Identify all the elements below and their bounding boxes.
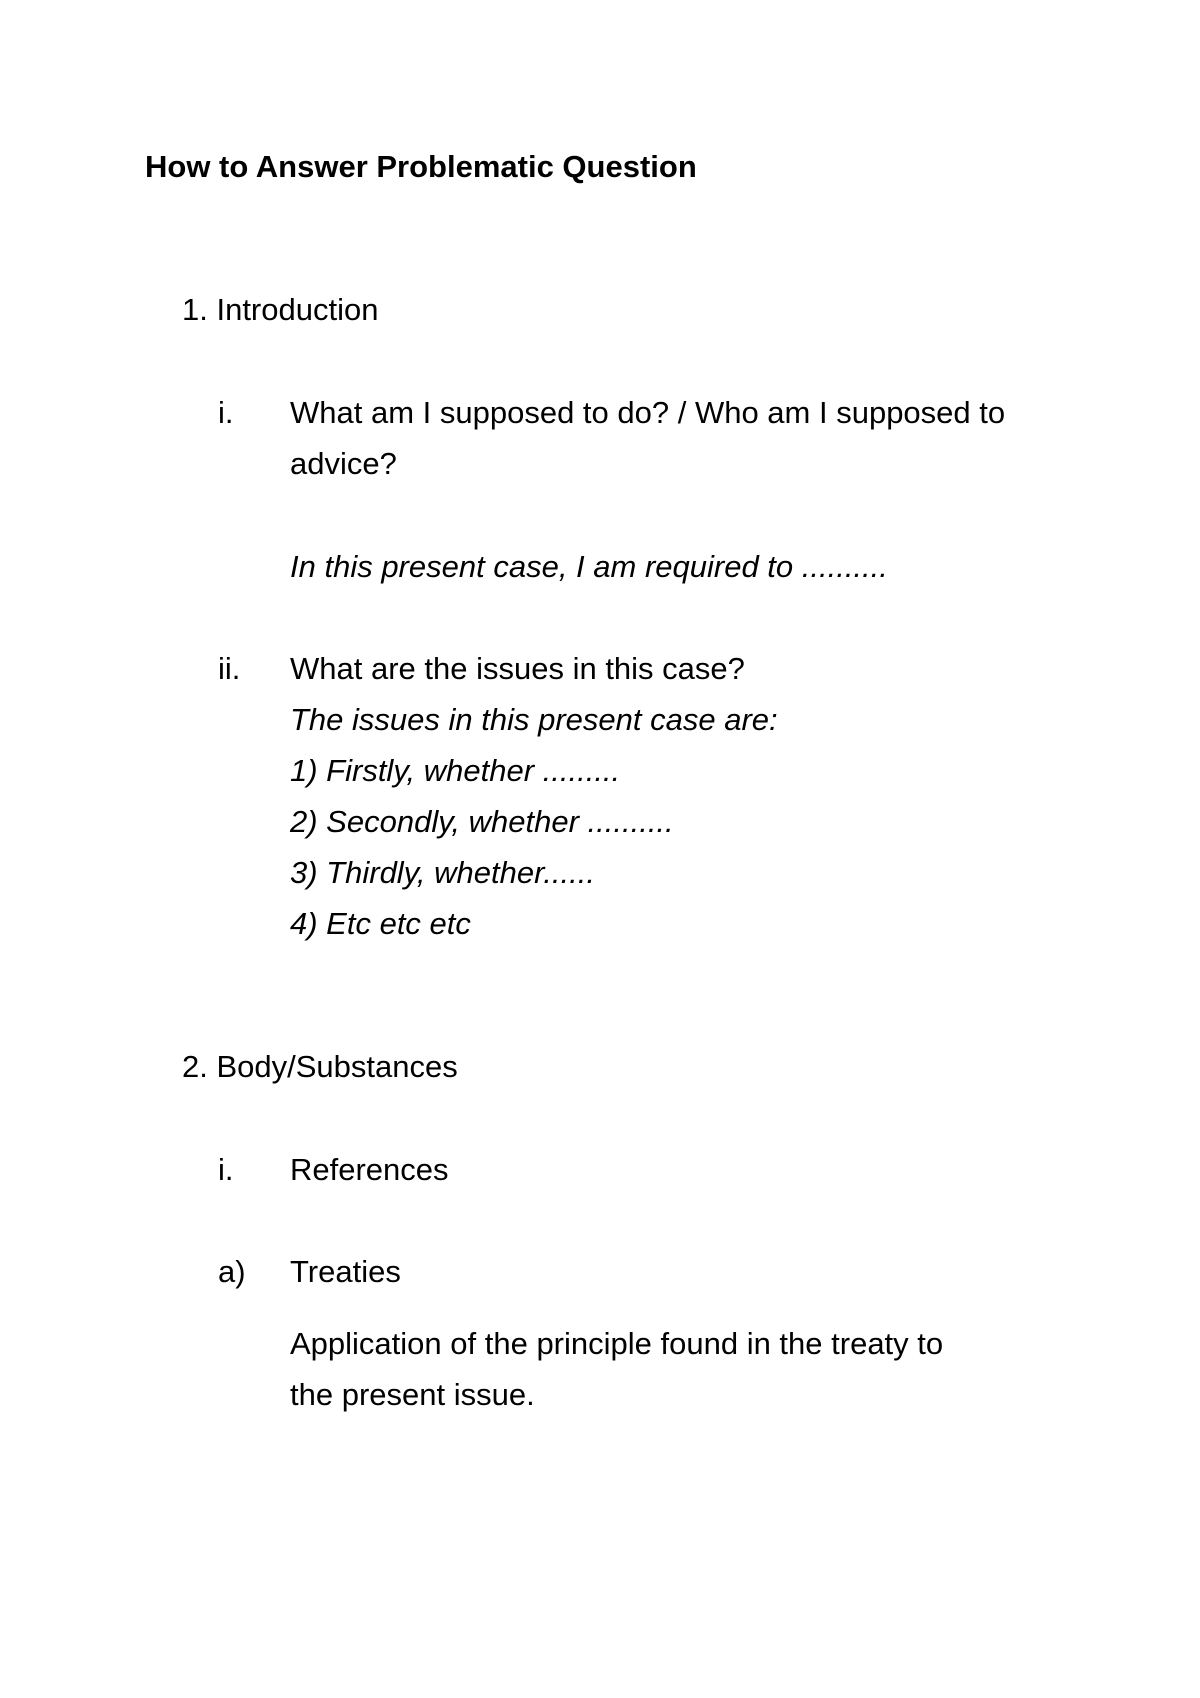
issue-item: 4) Etc etc etc [290, 906, 471, 941]
list-marker: i. [218, 395, 234, 430]
answer-intro: The issues in this present case are: [290, 702, 778, 737]
issue-item: 2) Secondly, whether .......... [290, 804, 674, 839]
issue-item: 3) Thirdly, whether...... [290, 855, 595, 890]
list-marker: ii. [218, 651, 241, 686]
question-line: What am I supposed to do? / Who am I supposed to [290, 395, 1006, 430]
section-heading-introduction: 1. Introduction [182, 292, 379, 327]
question-line: What are the issues in this case? [290, 651, 745, 686]
issue-item: 1) Firstly, whether ......... [290, 753, 621, 788]
question-line: advice? [290, 446, 397, 481]
section-heading-body: 2. Body/Substances [182, 1049, 458, 1084]
list-marker: a) [218, 1254, 246, 1289]
paragraph-line: the present issue. [290, 1377, 535, 1412]
paragraph-line: Application of the principle found in the treaty to [290, 1326, 944, 1361]
answer-template: In this present case, I am required to .......... [290, 549, 888, 584]
document-title: How to Answer Problematic Question [145, 149, 697, 184]
list-marker: i. [218, 1152, 234, 1187]
treaties-label: Treaties [290, 1254, 401, 1289]
references-label: References [290, 1152, 449, 1187]
